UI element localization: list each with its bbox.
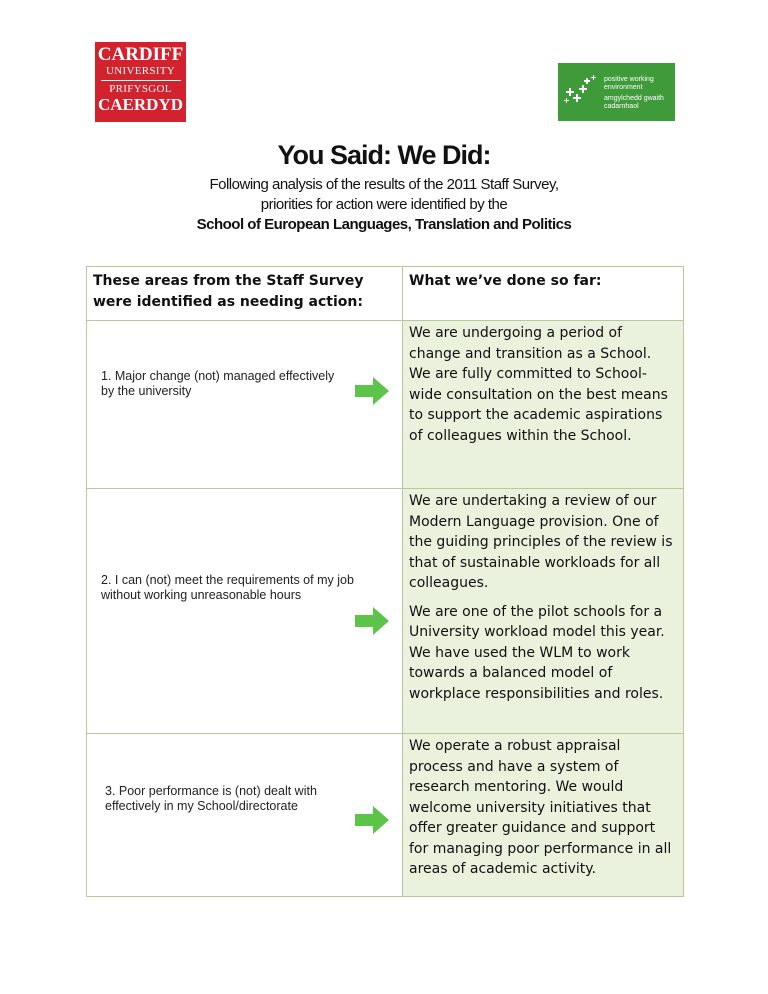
area-cell	[87, 734, 403, 897]
logo-text: CARDIFF	[97, 44, 184, 65]
area-text: 1. Major change (not) managed effectively by the university	[101, 369, 335, 398]
arrow-right-icon	[355, 377, 389, 405]
action-text: We are undergoing a period of change and transition as a School. We are fully committed to School-wide consultation on the best means to support the academic aspirations of colleagues within the School.	[409, 325, 668, 444]
logo-divider	[101, 80, 181, 81]
action-text: We are undertaking a review of our Modern Language provision. One of the guiding principles of the review is that of sustainable workloads for all colleagues.	[409, 493, 673, 591]
page-title: You Said: We Did:	[277, 140, 491, 170]
table-row	[87, 734, 684, 897]
logo-text-block	[604, 76, 664, 111]
arrow-right-icon	[355, 607, 389, 635]
area-text: 2. I can (not) meet the requirements of my job without working unreasonable hours	[101, 573, 354, 602]
action-cell	[403, 321, 684, 489]
logo-text: environment	[604, 84, 643, 91]
cardiff-university-logo	[95, 42, 186, 122]
action-text: We are one of the pilot schools for a University workload model this year. We have used the WLM to work towards a balanced model of workplace responsibilities and roles.	[409, 603, 665, 702]
table-row	[87, 489, 684, 734]
column-header: These areas from the Staff Survey were identified as needing action:	[87, 267, 403, 321]
area-text: 3. Poor performance is (not) dealt with effectively in my School/directorate	[105, 784, 317, 813]
area-cell	[87, 321, 403, 489]
logo-text: CAERDYD	[98, 95, 183, 114]
intro-line: Following analysis of the results of the 2011 Staff Survey,	[209, 176, 559, 193]
table-header-row	[87, 267, 684, 321]
crosses-icon	[562, 73, 602, 111]
school-name: School of European Languages, Translation and Politics	[196, 216, 572, 233]
logo-text: amgylchedd gwaith	[604, 95, 664, 102]
logo-text: UNIVERSITY	[106, 65, 175, 77]
logo-text: positive working	[604, 76, 654, 83]
column-header: What we’ve done so far:	[403, 267, 684, 321]
arrow-right-icon	[355, 806, 389, 834]
survey-table	[86, 266, 684, 897]
logo-text: cadarnhaol	[604, 103, 639, 110]
positive-working-environment-logo	[558, 63, 675, 121]
table-row	[87, 321, 684, 489]
action-text: We operate a robust appraisal process and have a system of research mentoring. We would welcome university initiatives that offer greater guidance and support for managing poor performance in all areas of academic activity.	[409, 738, 672, 877]
intro-line: priorities for action were identified by the	[260, 196, 508, 213]
action-cell	[403, 489, 684, 734]
logo-text: PRIFYSGOL	[109, 83, 172, 95]
action-cell	[403, 734, 684, 897]
area-cell	[87, 489, 403, 734]
